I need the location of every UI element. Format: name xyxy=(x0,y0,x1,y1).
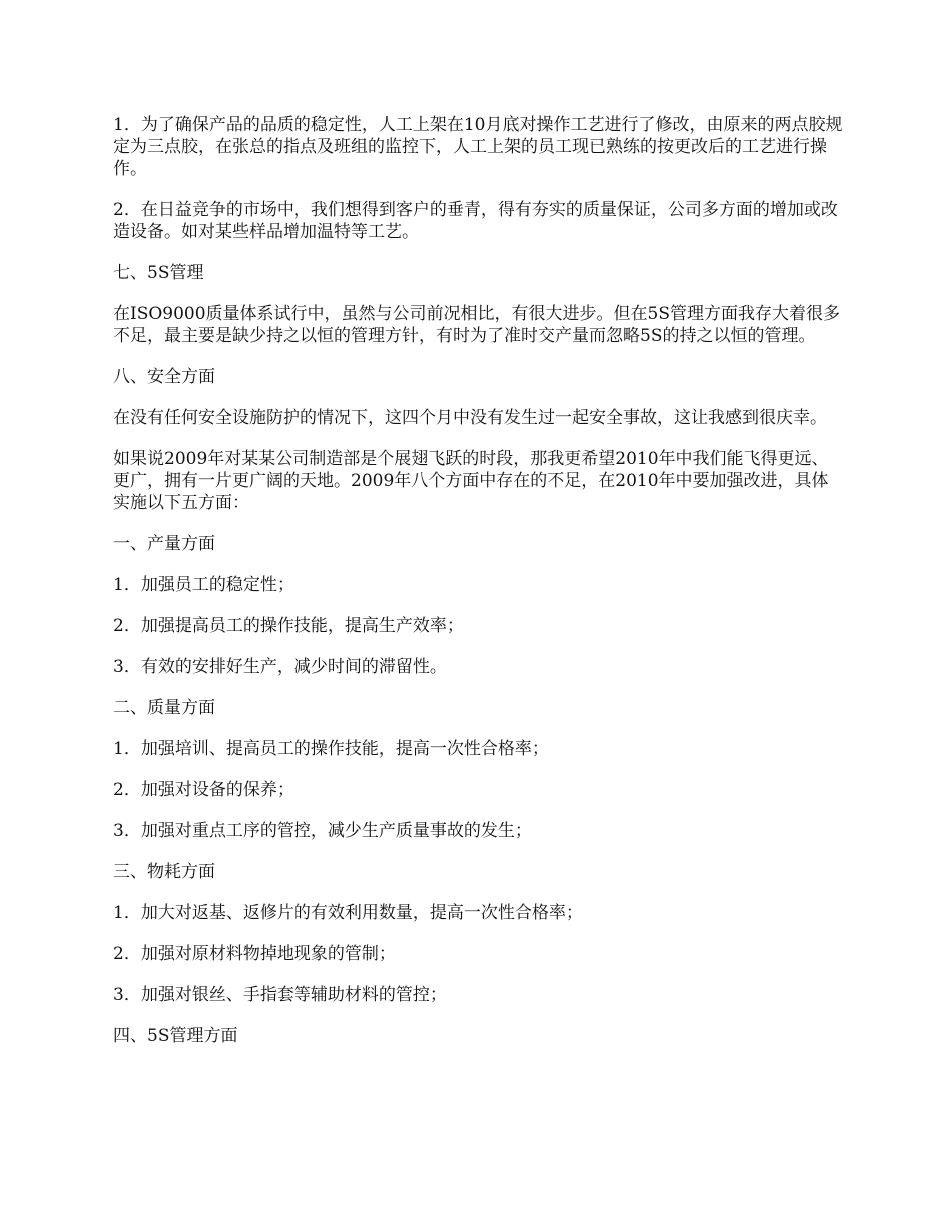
list-item-output-3: 3．有效的安排好生产，减少时间的滞留性。 xyxy=(113,657,447,677)
section-heading-material: 三、物耗方面 xyxy=(113,862,215,882)
document-body xyxy=(113,114,843,1066)
section-heading-quality: 二、质量方面 xyxy=(113,698,215,718)
paragraph-equipment-upgrade: 2．在日益竞争的市场中，我们想得到客户的垂青，得有夯实的质量保证，公司多方面的增加或改造设备。如对某些样品增加温特等工艺。 xyxy=(113,200,838,242)
paragraph-process-change: 1．为了确保产品的品质的稳定性，人工上架在10月底对操作工艺进行了修改，由原来的两点胶规定为三点胶，在张总的指点及班组的监控下，人工上架的员工现已熟练的按更改后的工艺进行操作。 xyxy=(113,115,843,179)
paragraph-5s-management: 在ISO9000质量体系试行中，虽然与公司前况相比，有很大进步。但在5S管理方面我存大着很多不足，最主要是缺少持之以恒的管理方针，有时为了准时交产量而忽略5S的持之以恒的管理。 xyxy=(113,304,841,346)
section-heading-safety: 八、安全方面 xyxy=(113,367,215,387)
list-item-output-2: 2．加强提高员工的操作技能，提高生产效率； xyxy=(113,616,464,636)
list-item-quality-3: 3．加强对重点工序的管控，减少生产质量事故的发生； xyxy=(113,821,532,841)
list-item-quality-2: 2．加强对设备的保养； xyxy=(113,780,294,800)
paragraph-outlook-2010: 如果说2009年对某某公司制造部是个展翅飞跃的时段，那我更希望2010年中我们能飞得更远、更广，拥有一片更广阔的天地。2009年八个方面中存在的不足，在2010年中要加强改进，具体实施以下五方面： xyxy=(113,449,829,513)
list-item-material-1: 1．加大对返基、返修片的有效利用数量，提高一次性合格率； xyxy=(113,903,583,923)
list-item-quality-1: 1．加强培训、提高员工的操作技能，提高一次性合格率； xyxy=(113,739,549,759)
list-item-material-2: 2．加强对原材料物掉地现象的管制； xyxy=(113,944,396,964)
paragraph-safety: 在没有任何安全设施防护的情况下，这四个月中没有发生过一起安全事故，这让我感到很庆幸。 xyxy=(113,408,827,428)
section-heading-output: 一、产量方面 xyxy=(113,534,215,554)
list-item-material-3: 3．加强对银丝、手指套等辅助材料的管控； xyxy=(113,985,447,1005)
section-heading-5s-aspect: 四、5S管理方面 xyxy=(113,1026,238,1046)
list-item-output-1: 1．加强员工的稳定性； xyxy=(113,575,294,595)
section-heading-5s: 七、5S管理 xyxy=(113,263,204,283)
